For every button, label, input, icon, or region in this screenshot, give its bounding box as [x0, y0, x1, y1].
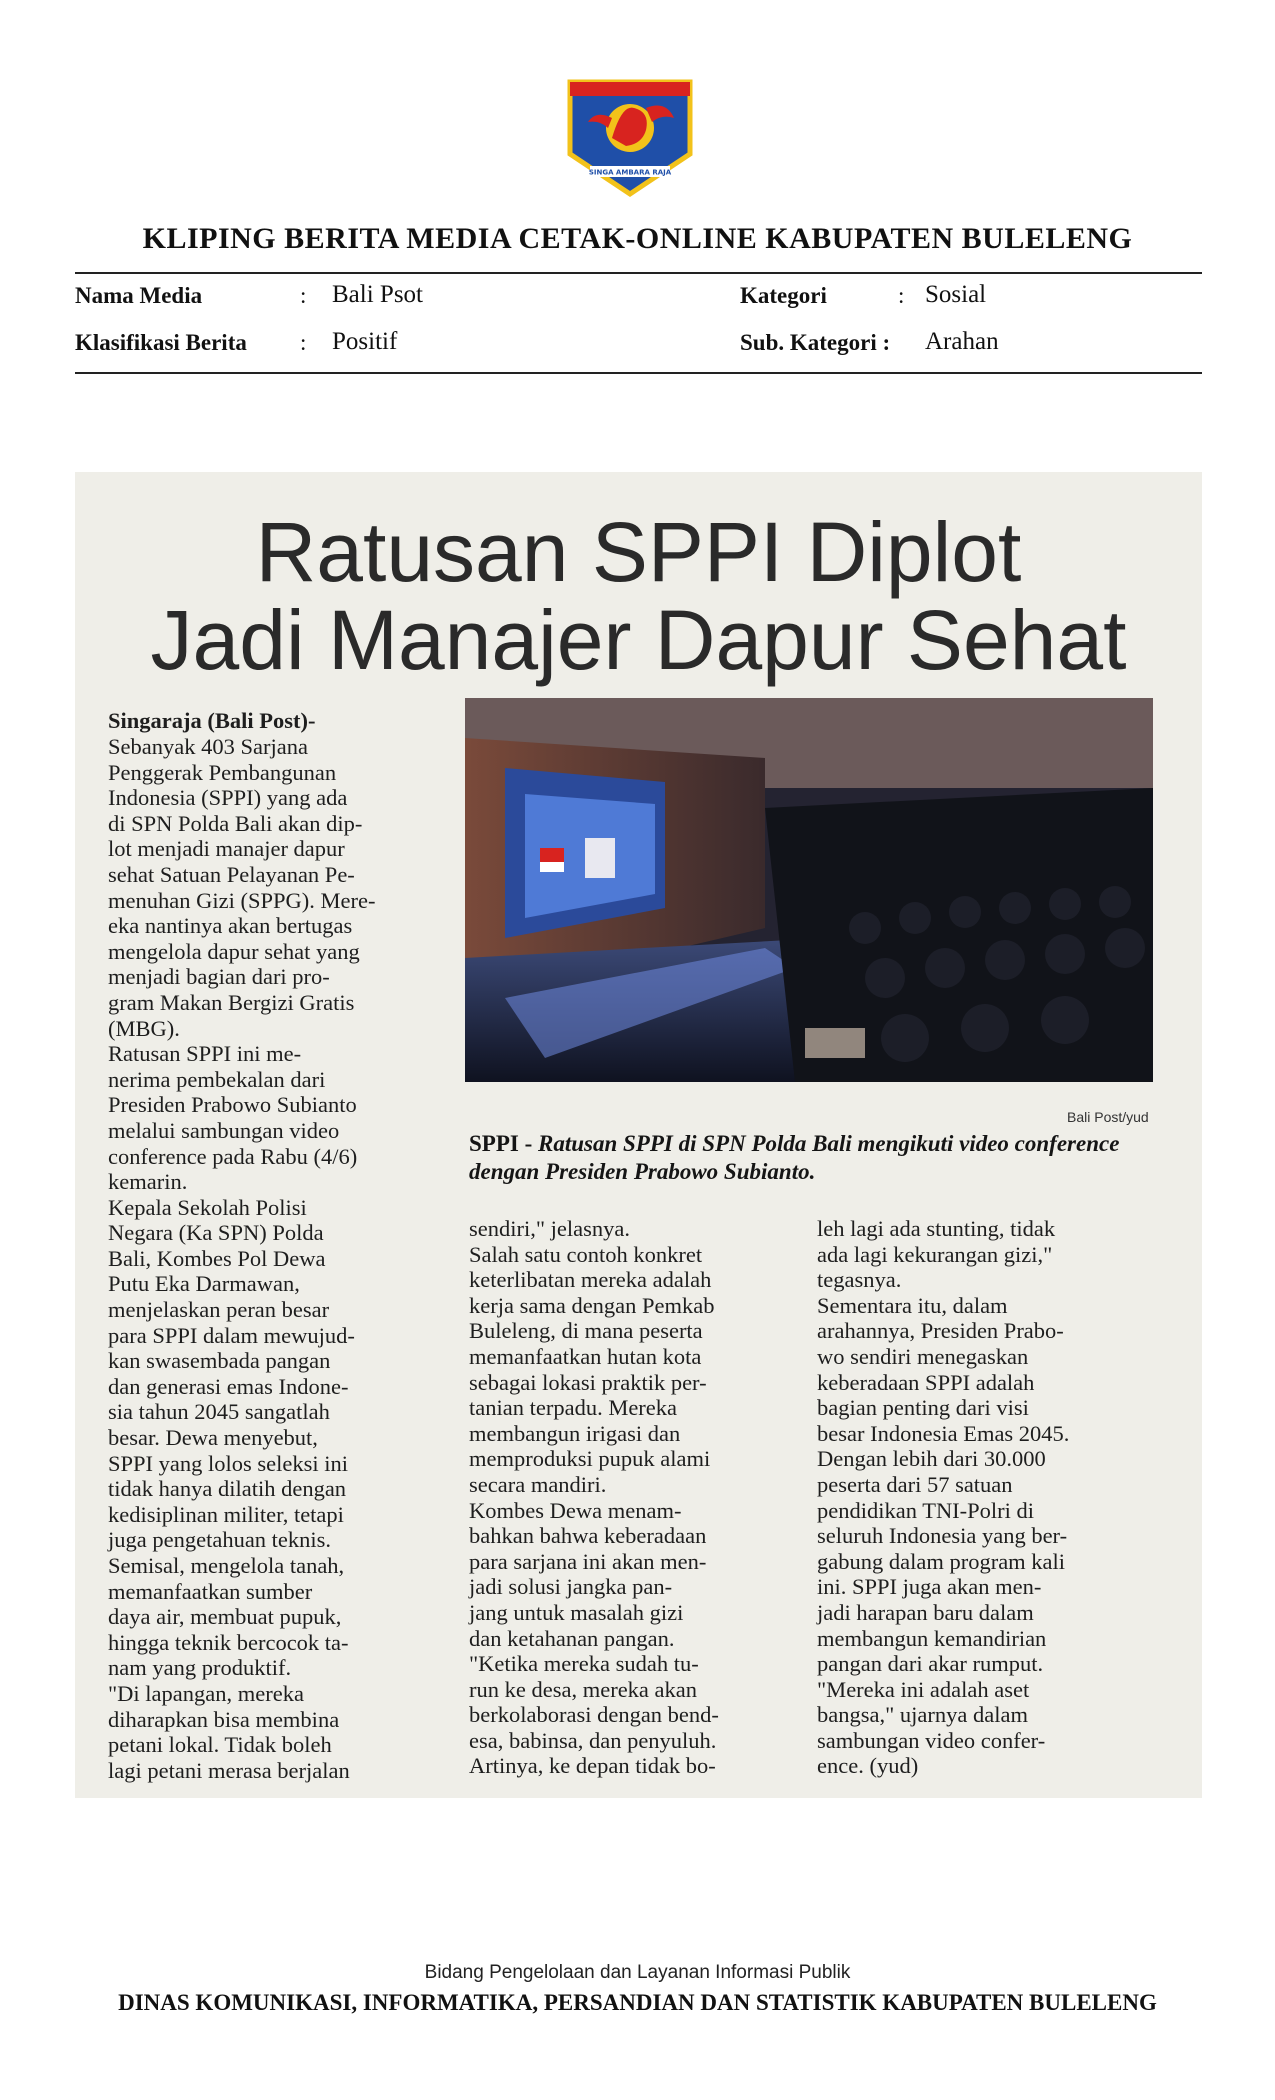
- buleleng-logo: [562, 74, 698, 200]
- footer-department: Bidang Pengelolaan dan Layanan Informasi Publik: [424, 1962, 851, 1983]
- header-rule-bottom: [75, 372, 1202, 374]
- article-column-3: leh lagi ada stunting, tidak ada lagi kekurangan gizi," tegasnya. Sementara itu, dalam arahannya, Presiden Prabo- wo sendiri menegaskan keberadaan SPPI adalah bagian penting dari visi besar Indonesia Emas 2045. Dengan lebih dari 30.000 peserta dari 57 satuan pendidikan TNI-Polri di seluruh Indonesia yang ber- gabung dalam program kali ini. SPPI juga akan men- jadi harapan baru dalam membangun kemandirian pangan dari akar rumput. "Mereka ini adalah aset bangsa," ujarnya dalam sambungan video confer- ence. (yud): [817, 1216, 1070, 1779]
- headline-line-2: Jadi Manajer Dapur Sehat: [150, 593, 1127, 687]
- article-column-2: sendiri," jelasnya. Salah satu contoh konkret keterlibatan mereka adalah kerja sama dengan Pemkab Buleleng, di mana peserta memanfaatkan hutan kota sebagai lokasi praktik per- tanian terpadu. Mereka membangun irigasi dan memproduksi pupuk alami secara mandiri. Kombes Dewa menam- bahkan bahwa keberadaan para sarjana ini akan men- jadi solusi jangka pan- jang untuk masalah gizi dan ketahanan pangan. "Ketika mereka sudah tu- run ke desa, mereka akan berkolaborasi dengan bend- esa, babinsa, dan penyuluh. Artinya, ke depan tidak bo-: [469, 1216, 719, 1779]
- headline-line-1: Ratusan SPPI Diplot: [255, 505, 1022, 599]
- kategori-colon: :: [898, 283, 905, 308]
- logo-text: SINGA AMBARA RAJA: [588, 168, 672, 177]
- nama-media-label: Nama Media: [75, 283, 203, 308]
- footer-agency: DINAS KOMUNIKASI, INFORMATIKA, PERSANDIAN DAN STATISTIK KABUPATEN BULELENG: [118, 1990, 1157, 2015]
- nama-media-value: Bali Psot: [332, 281, 423, 308]
- caption-lead: SPPI -: [469, 1131, 538, 1156]
- klasifikasi-colon: :: [300, 330, 307, 355]
- kategori-label: Kategori: [740, 283, 827, 308]
- header-rule-top: [75, 272, 1202, 274]
- photo-caption: [469, 1130, 1169, 1186]
- article-photo: [465, 698, 1153, 1082]
- kategori-value: Sosial: [925, 281, 987, 308]
- caption-text: Ratusan SPPI di SPN Polda Bali mengikuti video conference dengan Presiden Prabowo Subianto.: [469, 1131, 1120, 1184]
- article-column-1: Sebanyak 403 Sarjana Penggerak Pembangunan Indonesia (SPPI) yang ada di SPN Polda Bali akan dip- lot menjadi manajer dapur sehat Satuan Pelayanan Pe- menuhan Gizi (SPPG). Mere- eka nantinya akan bertugas mengelola dapur sehat yang menjadi bagian dari pro- gram Makan Bergizi Gratis (MBG). Ratusan SPPI ini me- nerima pembekalan dari Presiden Prabowo Subianto melalui sambungan video conference pada Rabu (4/6) kemarin. Kepala Sekolah Polisi Negara (Ka SPN) Polda Bali, Kombes Pol Dewa Putu Eka Darmawan, menjelaskan peran besar para SPPI dalam mewujud- kan swasembada pangan dan generasi emas Indone- sia tahun 2045 sangatlah besar. Dewa menyebut, SPPI yang lolos seleksi ini tidak hanya dilatih dengan kedisiplinan militer, tetapi juga pengetahuan teknis. Semisal, mengelola tanah, memanfaatkan sumber daya air, membuat pupuk, hingga teknik bercocok ta- nam yang produktif. "Di lapangan, mereka diharapkan bisa membina petani lokal. Tidak boleh lagi petani merasa berjalan: [108, 734, 376, 1783]
- photo-credit: Bali Post/yud: [1067, 1109, 1149, 1125]
- video-conference-photo: [465, 698, 1153, 1082]
- dateline: Singaraja (Bali Post)-: [108, 708, 316, 733]
- klasifikasi-value: Positif: [332, 328, 398, 355]
- sub-kategori-value: Arahan: [925, 328, 999, 355]
- document-title: KLIPING BERITA MEDIA CETAK-ONLINE KABUPATEN BULELENG: [142, 222, 1133, 255]
- nama-media-colon: :: [300, 283, 307, 308]
- klasifikasi-label: Klasifikasi Berita: [75, 330, 247, 355]
- sub-kategori-label: Sub. Kategori :: [740, 330, 891, 355]
- newspaper-clipping: [75, 472, 1202, 1798]
